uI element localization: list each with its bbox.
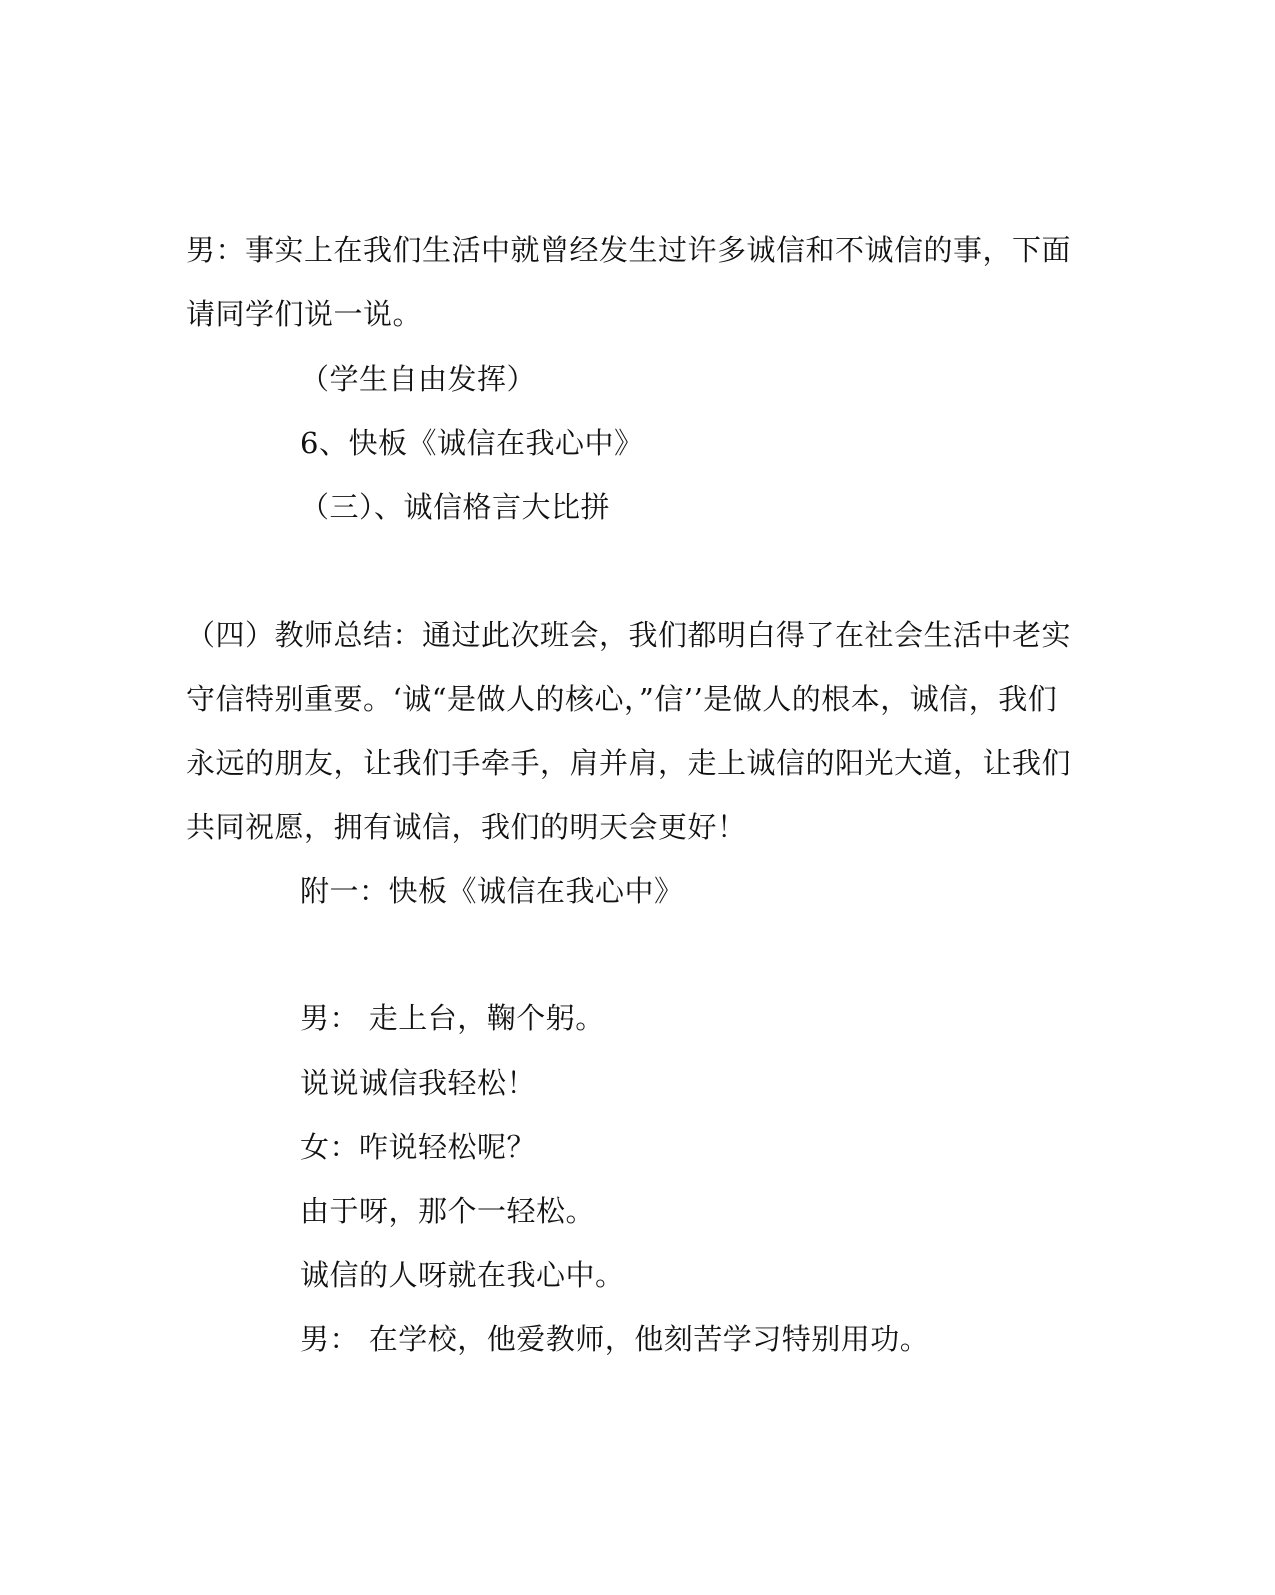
paragraph-line: 男：事实上在我们生活中就曾经发生过许多诚信和不诚信的事，下面 (186, 233, 1072, 267)
paragraph-line: 附一：快板《诚信在我心中》 (300, 874, 684, 908)
paragraph-line: 说说诚信我轻松！ (300, 1066, 537, 1100)
paragraph-line: 诚信的人呀就在我心中。 (300, 1258, 625, 1292)
paragraph-line: 男： 在学校，他爱教师，他刻苦学习特别用功。 (300, 1322, 930, 1356)
paragraph-line: 永远的朋友，让我们手牵手，肩并肩，走上诚信的阳光大道，让我们 (186, 746, 1072, 780)
paragraph-line: 女：咋说轻松呢？ (300, 1130, 537, 1164)
paragraph-line: （学生自由发挥） (300, 362, 537, 396)
paragraph-line: 共同祝愿，拥有诚信，我们的明天会更好！ (186, 810, 747, 844)
paragraph-line: （三）、诚信格言大比拼 (300, 490, 611, 524)
paragraph-line: （四）教师总结：通过此次班会，我们都明白得了在社会生活中老实 (186, 618, 1072, 652)
paragraph-line: 6、快板《诚信在我心中》 (300, 426, 644, 460)
paragraph-line: 请同学们说一说。 (186, 297, 423, 331)
paragraph-line: 由于呀，那个一轻松。 (300, 1194, 596, 1228)
paragraph-line: 守信特别重要。‘诚“是做人的核心，”信’’是做人的根本，诚信，我们 (186, 682, 1058, 716)
paragraph-line: 男： 走上台，鞠个躬。 (300, 1001, 605, 1035)
